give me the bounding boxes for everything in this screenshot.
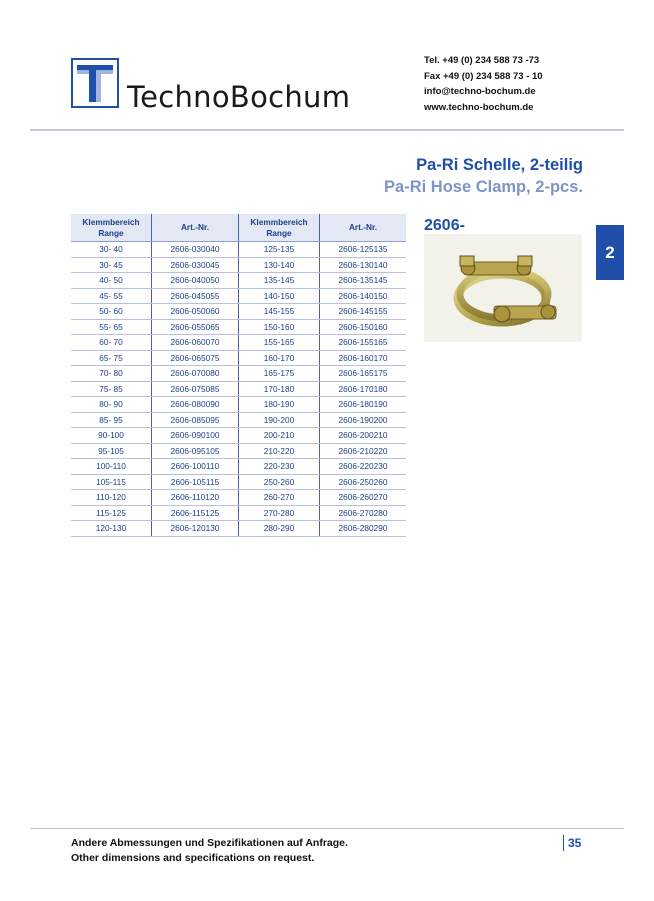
cell-art-1: 2606-070080 xyxy=(152,366,239,382)
cell-art-1: 2606-100110 xyxy=(152,459,239,475)
cell-art-1: 2606-045055 xyxy=(152,288,239,304)
cell-range-1: 95-105 xyxy=(71,443,152,459)
cell-range-2: 260-270 xyxy=(239,490,320,506)
cell-range-1: 85- 95 xyxy=(71,412,152,428)
contact-tel: Tel. +49 (0) 234 588 73 -73 xyxy=(424,55,540,66)
cell-art-1: 2606-085095 xyxy=(152,412,239,428)
hose-clamp-image xyxy=(424,234,582,342)
spec-table xyxy=(71,214,406,537)
cell-range-1: 55- 65 xyxy=(71,319,152,335)
cell-range-1: 75- 85 xyxy=(71,381,152,397)
cell-art-2: 2606-250260 xyxy=(320,474,407,490)
cell-art-2: 2606-180190 xyxy=(320,397,407,413)
cell-range-1: 45- 55 xyxy=(71,288,152,304)
header-range-1 xyxy=(71,214,152,242)
cell-range-1: 50- 60 xyxy=(71,304,152,320)
cell-art-1: 2606-120130 xyxy=(152,521,239,537)
table-row xyxy=(71,304,406,320)
cell-range-2: 210-220 xyxy=(239,443,320,459)
cell-art-2: 2606-260270 xyxy=(320,490,407,506)
contact-fax: Fax +49 (0) 234 588 73 - 10 xyxy=(424,70,543,82)
cell-art-2: 2606-160170 xyxy=(320,350,407,366)
footer-note-de: Andere Abmessungen und Spezifikationen auf Anfrage. xyxy=(71,837,348,849)
cell-art-2: 2606-130140 xyxy=(320,257,407,273)
header-art-2: Art.-Nr. xyxy=(320,214,407,242)
cell-art-2: 2606-220230 xyxy=(320,459,407,475)
cell-range-1: 120-130 xyxy=(71,521,152,537)
header-range-de: Klemmbereich xyxy=(82,216,140,227)
cell-range-1: 40- 50 xyxy=(71,273,152,289)
cell-range-2: 165-175 xyxy=(239,366,320,382)
table-row xyxy=(71,412,406,428)
footer-divider xyxy=(30,828,624,829)
table-row xyxy=(71,381,406,397)
cell-art-2: 2606-280290 xyxy=(320,521,407,537)
table-row xyxy=(71,505,406,521)
footer-note-en: Other dimensions and specifications on request. xyxy=(71,852,315,864)
table-row xyxy=(71,366,406,382)
cell-art-2: 2606-140150 xyxy=(320,288,407,304)
header-range-en: Range xyxy=(266,227,292,238)
cell-art-2: 2606-125135 xyxy=(320,242,407,258)
product-code: 2606- xyxy=(424,217,465,234)
logo xyxy=(71,58,119,108)
cell-range-1: 105-115 xyxy=(71,474,152,490)
section-tab[interactable]: 2 xyxy=(596,225,624,280)
page-number: 35 xyxy=(563,835,581,851)
table-row xyxy=(71,521,406,537)
product-title-en: Pa-Ri Hose Clamp, 2-pcs. xyxy=(384,178,583,196)
table-row xyxy=(71,257,406,273)
cell-range-1: 30- 40 xyxy=(71,242,152,258)
cell-range-2: 150-160 xyxy=(239,319,320,335)
cell-range-1: 60- 70 xyxy=(71,335,152,351)
product-photo xyxy=(424,234,582,342)
cell-art-1: 2606-090100 xyxy=(152,428,239,444)
cell-range-1: 65- 75 xyxy=(71,350,152,366)
cell-art-1: 2606-075085 xyxy=(152,381,239,397)
cell-range-1: 110-120 xyxy=(71,490,152,506)
table-row xyxy=(71,335,406,351)
cell-art-1: 2606-115125 xyxy=(152,505,239,521)
table-row xyxy=(71,288,406,304)
cell-range-2: 250-260 xyxy=(239,474,320,490)
cell-range-2: 140-150 xyxy=(239,288,320,304)
cell-art-2: 2606-270280 xyxy=(320,505,407,521)
cell-art-1: 2606-065075 xyxy=(152,350,239,366)
cell-range-1: 100-110 xyxy=(71,459,152,475)
header-range-en: Range xyxy=(98,227,124,238)
cell-range-2: 180-190 xyxy=(239,397,320,413)
cell-art-1: 2606-030040 xyxy=(152,242,239,258)
cell-art-1: 2606-055065 xyxy=(152,319,239,335)
cell-range-2: 270-280 xyxy=(239,505,320,521)
cell-range-2: 200-210 xyxy=(239,428,320,444)
table-row xyxy=(71,273,406,289)
contact-email[interactable]: info@techno-bochum.de xyxy=(424,86,536,97)
cell-art-1: 2606-040050 xyxy=(152,273,239,289)
cell-range-1: 80- 90 xyxy=(71,397,152,413)
table-row xyxy=(71,459,406,475)
cell-art-1: 2606-080090 xyxy=(152,397,239,413)
cell-art-2: 2606-135145 xyxy=(320,273,407,289)
cell-art-1: 2606-030045 xyxy=(152,257,239,273)
cell-range-2: 155-165 xyxy=(239,335,320,351)
cell-art-1: 2606-095105 xyxy=(152,443,239,459)
header-range-2 xyxy=(239,214,320,242)
cell-range-1: 90-100 xyxy=(71,428,152,444)
cell-art-2: 2606-190200 xyxy=(320,412,407,428)
header-range-de: Klemmbereich xyxy=(250,216,308,227)
table-row xyxy=(71,319,406,335)
contact-web[interactable]: www.techno-bochum.de xyxy=(424,101,534,113)
cell-range-2: 135-145 xyxy=(239,273,320,289)
cell-art-2: 2606-200210 xyxy=(320,428,407,444)
spec-table-body xyxy=(71,242,406,537)
contact-block xyxy=(424,53,543,115)
cell-range-2: 280-290 xyxy=(239,521,320,537)
table-row xyxy=(71,474,406,490)
cell-art-2: 2606-145155 xyxy=(320,304,407,320)
cell-range-2: 220-230 xyxy=(239,459,320,475)
cell-art-2: 2606-170180 xyxy=(320,381,407,397)
cell-art-2: 2606-165175 xyxy=(320,366,407,382)
cell-range-2: 190-200 xyxy=(239,412,320,428)
logo-t-stem-shade xyxy=(89,70,96,102)
cell-art-1: 2606-110120 xyxy=(152,490,239,506)
table-row xyxy=(71,397,406,413)
cell-range-2: 170-180 xyxy=(239,381,320,397)
table-row xyxy=(71,443,406,459)
table-header-row xyxy=(71,214,406,242)
header-art-1: Art.-Nr. xyxy=(152,214,239,242)
table-row xyxy=(71,242,406,258)
product-title-de: Pa-Ri Schelle, 2-teilig xyxy=(416,156,583,174)
cell-art-2: 2606-155165 xyxy=(320,335,407,351)
cell-art-2: 2606-150160 xyxy=(320,319,407,335)
table-row xyxy=(71,350,406,366)
cell-art-2: 2606-210220 xyxy=(320,443,407,459)
cell-art-1: 2606-060070 xyxy=(152,335,239,351)
table-row xyxy=(71,428,406,444)
table-row xyxy=(71,490,406,506)
cell-range-2: 130-140 xyxy=(239,257,320,273)
company-name: TechnoBochum xyxy=(127,80,351,114)
cell-range-2: 125-135 xyxy=(239,242,320,258)
header-divider xyxy=(30,129,624,131)
cell-range-1: 115-125 xyxy=(71,505,152,521)
cell-range-1: 70- 80 xyxy=(71,366,152,382)
cell-art-1: 2606-105115 xyxy=(152,474,239,490)
cell-range-1: 30- 45 xyxy=(71,257,152,273)
cell-range-2: 160-170 xyxy=(239,350,320,366)
cell-range-2: 145-155 xyxy=(239,304,320,320)
cell-art-1: 2606-050060 xyxy=(152,304,239,320)
